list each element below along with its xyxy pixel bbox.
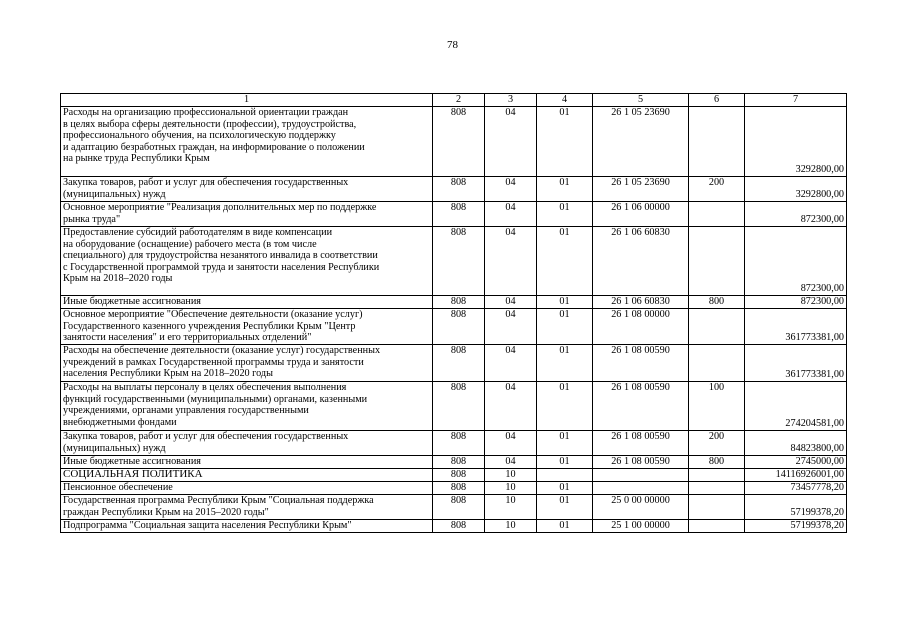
table-row	[61, 469, 847, 482]
table-row	[61, 227, 847, 296]
expense-name: Пенсионное обеспечение	[61, 482, 433, 495]
amount: 2745000,00	[745, 456, 847, 469]
amount: 872300,00	[745, 296, 847, 309]
table-row	[61, 495, 847, 520]
target-article-code: 26 1 08 00590	[593, 456, 689, 469]
table-row	[61, 520, 847, 533]
subsection-code: 01	[537, 227, 593, 296]
ministry-code: 808	[433, 456, 485, 469]
column-header: 7	[745, 94, 847, 107]
column-header: 2	[433, 94, 485, 107]
column-header: 3	[485, 94, 537, 107]
expense-name: Расходы на обеспечение деятельности (оказание услуг) государственных учреждений в рамках Государственной программы труда и занятости населения Республики Крым на 2018–2020 годы	[61, 345, 433, 382]
expense-name: Предоставление субсидий работодателям в виде компенсации на оборудование (оснащение) рабочего места (в том числе специального) для трудоустройства незанятого инвалида в соответствии с Государственной программой труда и занятости населения Республики Крым на 2018–2020 годы	[61, 227, 433, 296]
amount: 57199378,20	[745, 520, 847, 533]
table-row	[61, 456, 847, 469]
section-code: 04	[485, 107, 537, 177]
expense-type-code: 800	[689, 456, 745, 469]
expense-name: Государственная программа Республики Крым "Социальная поддержка граждан Республики Крым на 2015–2020 годы"	[61, 495, 433, 520]
expense-type-code	[689, 309, 745, 345]
section-code: 04	[485, 309, 537, 345]
expense-name: Иные бюджетные ассигнования	[61, 456, 433, 469]
section-code: 10	[485, 469, 537, 482]
ministry-code: 808	[433, 107, 485, 177]
expense-name: Иные бюджетные ассигнования	[61, 296, 433, 309]
amount: 57199378,20	[745, 495, 847, 520]
ministry-code: 808	[433, 227, 485, 296]
table-row	[61, 345, 847, 382]
expense-name: Основное мероприятие "Обеспечение деятельности (оказание услуг) Государственного казенного учреждения Республики Крым "Центр занятости населения" и его территориальных отделений"	[61, 309, 433, 345]
table-row	[61, 296, 847, 309]
expense-type-code	[689, 469, 745, 482]
table-row	[61, 482, 847, 495]
expense-type-code: 100	[689, 382, 745, 431]
amount: 361773381,00	[745, 345, 847, 382]
subsection-code: 01	[537, 296, 593, 309]
section-code: 04	[485, 382, 537, 431]
section-code: 04	[485, 227, 537, 296]
subsection-code: 01	[537, 495, 593, 520]
column-header: 5	[593, 94, 689, 107]
section-code: 04	[485, 431, 537, 456]
amount: 274204581,00	[745, 382, 847, 431]
table-row	[61, 431, 847, 456]
subsection-code: 01	[537, 177, 593, 202]
expense-type-code: 200	[689, 431, 745, 456]
subsection-code: 01	[537, 345, 593, 382]
ministry-code: 808	[433, 431, 485, 456]
expense-name: Закупка товаров, работ и услуг для обеспечения государственных (муниципальных) нужд	[61, 177, 433, 202]
target-article-code: 26 1 05 23690	[593, 107, 689, 177]
expense-name: Основное мероприятие "Реализация дополнительных мер по поддержке рынка труда"	[61, 202, 433, 227]
target-article-code: 26 1 08 00590	[593, 382, 689, 431]
expense-name: Расходы на выплаты персоналу в целях обеспечения выполнения функций государственными (муниципальными) органами, казенными учреждениями, органами управления государственными внебюджетными фондами	[61, 382, 433, 431]
ministry-code: 808	[433, 309, 485, 345]
ministry-code: 808	[433, 469, 485, 482]
subsection-code	[537, 469, 593, 482]
ministry-code: 808	[433, 482, 485, 495]
target-article-code: 26 1 08 00590	[593, 431, 689, 456]
ministry-code: 808	[433, 296, 485, 309]
column-header: 1	[61, 94, 433, 107]
section-code: 10	[485, 482, 537, 495]
column-header: 6	[689, 94, 745, 107]
subsection-code: 01	[537, 482, 593, 495]
table-row	[61, 309, 847, 345]
subsection-code: 01	[537, 309, 593, 345]
subsection-code: 01	[537, 107, 593, 177]
amount: 84823800,00	[745, 431, 847, 456]
subsection-code: 01	[537, 456, 593, 469]
expense-name: Подпрограмма "Социальная защита населения Республики Крым"	[61, 520, 433, 533]
subsection-code: 01	[537, 382, 593, 431]
subsection-code: 01	[537, 520, 593, 533]
section-code: 04	[485, 202, 537, 227]
target-article-code	[593, 482, 689, 495]
table-header-row	[61, 94, 847, 107]
amount: 14116926001,00	[745, 469, 847, 482]
amount: 3292800,00	[745, 177, 847, 202]
target-article-code: 25 1 00 00000	[593, 520, 689, 533]
ministry-code: 808	[433, 345, 485, 382]
target-article-code: 25 0 00 00000	[593, 495, 689, 520]
section-code: 04	[485, 456, 537, 469]
target-article-code: 26 1 05 23690	[593, 177, 689, 202]
section-code: 04	[485, 345, 537, 382]
amount: 3292800,00	[745, 107, 847, 177]
expense-name: Расходы на организацию профессиональной ориентации граждан в целях выбора сферы деятельности (профессии), трудоустройства, профессионального обучения, на психологическую поддержку и адаптацию безработных граждан, на информирование о положении на рынке труда Республики Крым	[61, 107, 433, 177]
page-number: 78	[447, 39, 458, 51]
ministry-code: 808	[433, 520, 485, 533]
expense-name: СОЦИАЛЬНАЯ ПОЛИТИКА	[61, 469, 433, 482]
amount: 872300,00	[745, 227, 847, 296]
table-row	[61, 382, 847, 431]
section-code: 04	[485, 177, 537, 202]
target-article-code: 26 1 08 00000	[593, 309, 689, 345]
amount: 73457778,20	[745, 482, 847, 495]
target-article-code: 26 1 06 60830	[593, 296, 689, 309]
target-article-code: 26 1 06 00000	[593, 202, 689, 227]
expense-type-code	[689, 482, 745, 495]
subsection-code: 01	[537, 202, 593, 227]
table-row	[61, 107, 847, 177]
section-code: 04	[485, 296, 537, 309]
ministry-code: 808	[433, 382, 485, 431]
subsection-code: 01	[537, 431, 593, 456]
table-row	[61, 177, 847, 202]
budget-table	[60, 93, 847, 533]
section-code: 10	[485, 495, 537, 520]
expense-type-code	[689, 345, 745, 382]
ministry-code: 808	[433, 495, 485, 520]
expense-type-code	[689, 107, 745, 177]
expense-name: Закупка товаров, работ и услуг для обеспечения государственных (муниципальных) нужд	[61, 431, 433, 456]
expense-type-code	[689, 495, 745, 520]
ministry-code: 808	[433, 202, 485, 227]
expense-type-code	[689, 227, 745, 296]
expense-type-code	[689, 520, 745, 533]
amount: 872300,00	[745, 202, 847, 227]
target-article-code	[593, 469, 689, 482]
expense-type-code	[689, 202, 745, 227]
column-header: 4	[537, 94, 593, 107]
target-article-code: 26 1 06 60830	[593, 227, 689, 296]
amount: 361773381,00	[745, 309, 847, 345]
section-code: 10	[485, 520, 537, 533]
table-row	[61, 202, 847, 227]
expense-type-code: 800	[689, 296, 745, 309]
expense-type-code: 200	[689, 177, 745, 202]
ministry-code: 808	[433, 177, 485, 202]
target-article-code: 26 1 08 00590	[593, 345, 689, 382]
